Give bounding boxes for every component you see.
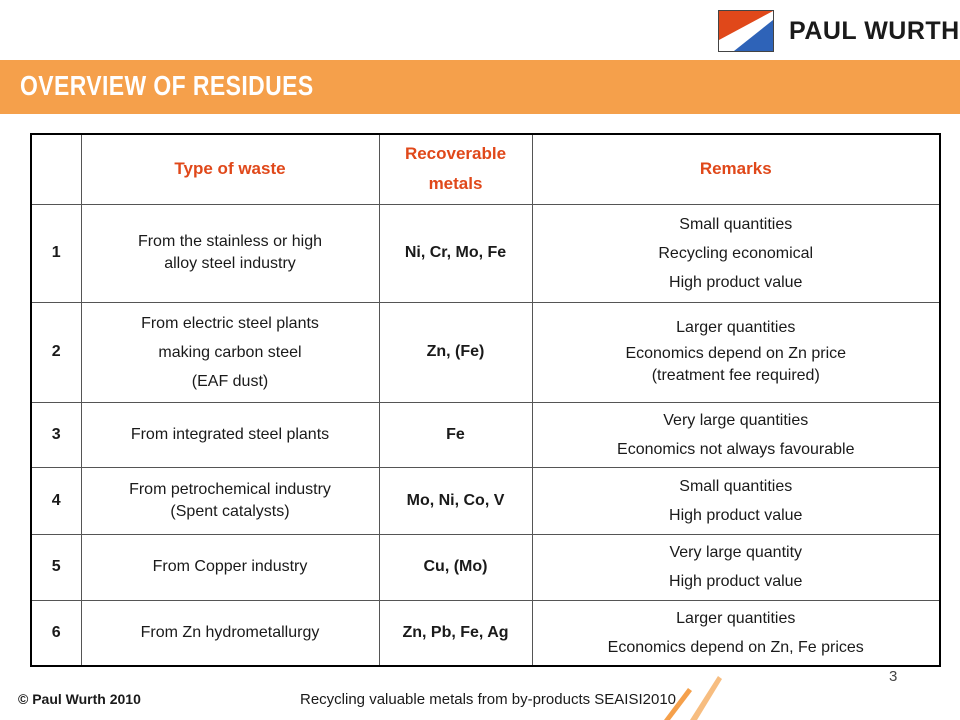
paul-wurth-logo-icon bbox=[718, 10, 774, 52]
metals-cell: Zn, (Fe) bbox=[379, 302, 532, 402]
waste-type-cell: From the stainless or high alloy steel industry bbox=[81, 204, 379, 302]
residues-table bbox=[30, 133, 941, 667]
waste-type-cell: From electric steel plants making carbon steel (EAF dust) bbox=[81, 302, 379, 402]
footer-slash-mark-icon bbox=[662, 664, 742, 720]
footer-caption: Recycling valuable metals from by-products SEAISI2010 bbox=[300, 691, 677, 708]
metals-cell: Ni, Cr, Mo, Fe bbox=[379, 204, 532, 302]
waste-type-cell: From Zn hydrometallurgy bbox=[81, 600, 379, 666]
remarks-cell: Larger quantities Economics depend on Zn, Fe prices bbox=[532, 600, 940, 666]
logo-wordmark: PAUL WURTH bbox=[789, 17, 960, 45]
table-header-row bbox=[31, 134, 940, 204]
remarks-cell: Very large quantities Economics not always favourable bbox=[532, 402, 940, 467]
remarks-cell: Very large quantity High product value bbox=[532, 534, 940, 600]
row-number: 4 bbox=[31, 467, 81, 534]
table-row bbox=[31, 302, 940, 402]
waste-type-cell: From petrochemical industry (Spent catalysts) bbox=[81, 467, 379, 534]
footer-copyright: © Paul Wurth 2010 bbox=[18, 691, 141, 707]
row-number: 2 bbox=[31, 302, 81, 402]
row-number: 1 bbox=[31, 204, 81, 302]
table-row bbox=[31, 534, 940, 600]
row-number: 5 bbox=[31, 534, 81, 600]
header-type-of-waste: Type of waste bbox=[81, 134, 379, 204]
remarks-cell: Small quantities High product value bbox=[532, 467, 940, 534]
waste-type-cell: From Copper industry bbox=[81, 534, 379, 600]
row-number: 6 bbox=[31, 600, 81, 666]
title-bar bbox=[0, 60, 960, 114]
remarks-cell: Larger quantities Economics depend on Zn price (treatment fee required) bbox=[532, 302, 940, 402]
table-row bbox=[31, 600, 940, 666]
header-number bbox=[31, 134, 81, 204]
metals-cell: Fe bbox=[379, 402, 532, 467]
metals-cell: Cu, (Mo) bbox=[379, 534, 532, 600]
header-recoverable-metals: Recoverable metals bbox=[379, 134, 532, 204]
remarks-cell: Small quantities Recycling economical High product value bbox=[532, 204, 940, 302]
metals-cell: Mo, Ni, Co, V bbox=[379, 467, 532, 534]
waste-type-cell: From integrated steel plants bbox=[81, 402, 379, 467]
page-number: 3 bbox=[889, 668, 898, 685]
metals-cell: Zn, Pb, Fe, Ag bbox=[379, 600, 532, 666]
table-row bbox=[31, 204, 940, 302]
table-row bbox=[31, 467, 940, 534]
header-remarks: Remarks bbox=[532, 134, 940, 204]
table-row bbox=[31, 402, 940, 467]
row-number: 3 bbox=[31, 402, 81, 467]
paul-wurth-logo bbox=[718, 8, 960, 54]
slide-title: OVERVIEW OF RESIDUES bbox=[20, 70, 314, 101]
